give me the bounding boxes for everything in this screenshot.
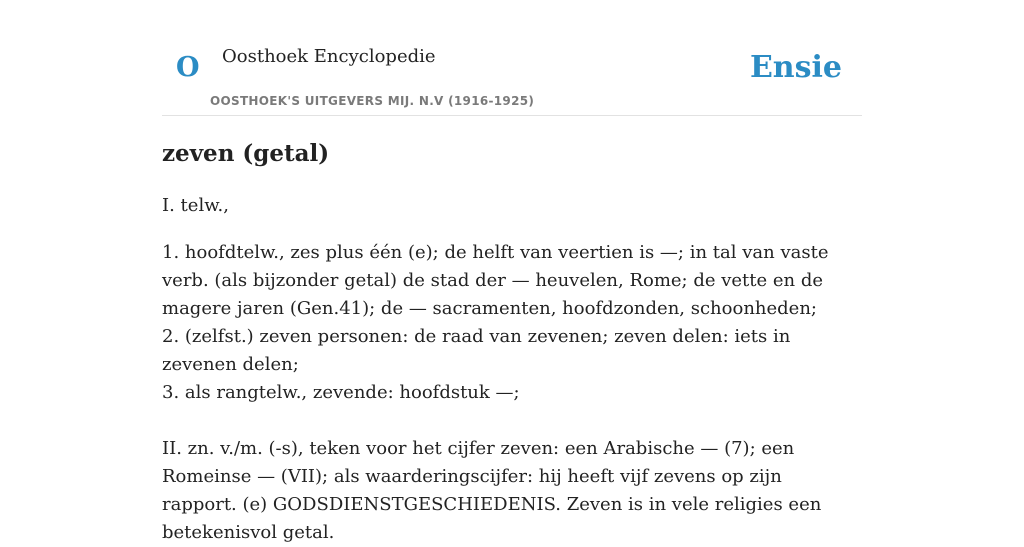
sense-item: 1. hoofdtelw., zes plus één (e); de helft van veertien is —; in tal van vaste verb. (als bijzonder getal) de stad der — heuvelen, Rome; de vette en de magere jaren (Gen.41); de — sacramenten, hoofdzonden, schoonheden;: [162, 242, 829, 319]
spacer: [162, 407, 862, 435]
ensie-logo-link[interactable]: Ensie: [749, 50, 842, 85]
sense-item: 2. (zelfst.) zeven personen: de raad van zevenen; zeven delen: iets in zevenen delen;: [162, 326, 791, 375]
entry-content: [162, 136, 862, 547]
source-subtitle: OOSTHOEK'S UITGEVERS MIJ. N.V (1916-1925): [210, 94, 535, 108]
source-title[interactable]: Oosthoek Encyclopedie: [222, 46, 436, 67]
sense-item: 3. als rangtelw., zevende: hoofdstuk —;: [162, 382, 520, 403]
part-2-text: II. zn. v./m. (-s), teken voor het cijfer zeven: een Arabische — (7); een Romeinse — (VII); als waarderingscijfer: hij heeft vijf zevens op zijn rapport. (e) GODSDIENSTGESCHIEDENIS. Zeven is in vele religies een betekenisvol getal.: [162, 438, 822, 543]
entry-title: zeven (getal): [162, 140, 330, 167]
source-header: [162, 0, 862, 116]
source-logo[interactable]: O: [176, 52, 200, 83]
part-1-heading: I. telw.,: [162, 195, 229, 216]
sense-list: [162, 239, 862, 407]
